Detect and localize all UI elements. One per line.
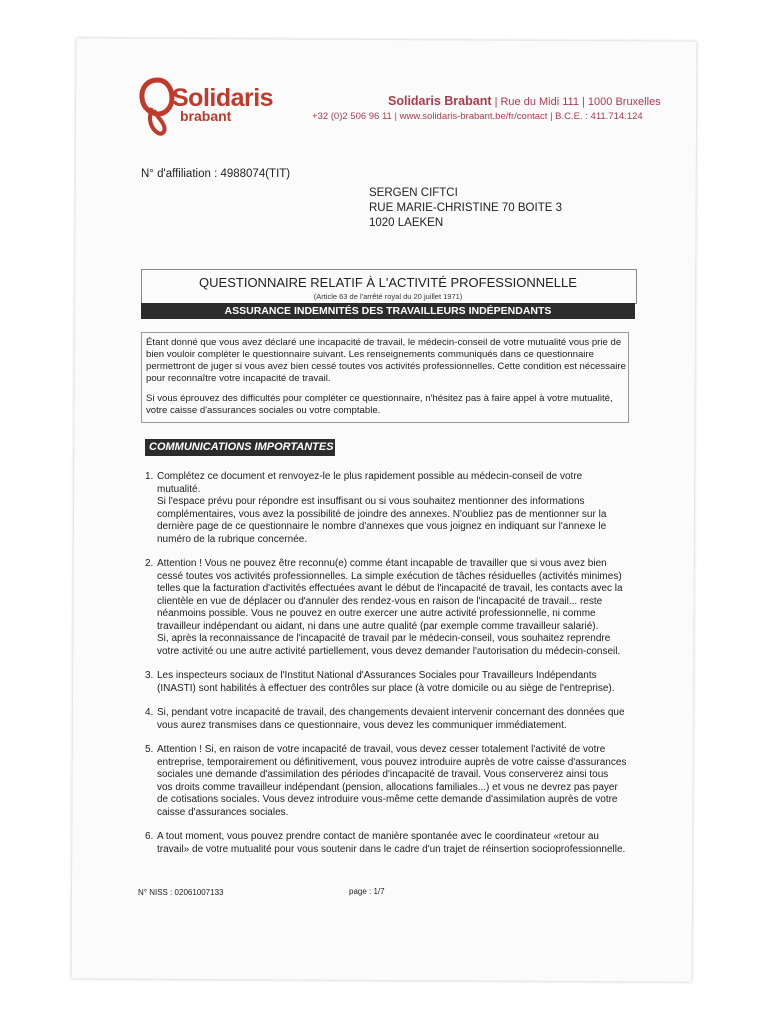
list-item-line: telles que la facturation d'activités effectuées avant le début de l'incapacité de travail, les contacts avec la (157, 583, 623, 594)
list-item (145, 831, 639, 856)
list-item-line: clientèle en vue de déplacer ou d'annuler des rendez-vous en raison de l'incapacité de travail... reste (157, 595, 603, 607)
header-organization (388, 94, 661, 108)
list-item-line: (INASTI) sont habilités à effectuer des contrôles sur place (à votre domicile ou au siège de l'entreprise). (157, 682, 615, 694)
list-item-line: néanmoins possible. Vous ne pouvez en outre exercer une autre activité professionnelle, ni comme (157, 608, 596, 619)
list-item-line: Les inspecteurs sociaux de l'Institut National d'Assurances Sociales pour Travailleurs Indépendants (157, 670, 597, 681)
section-title-bar: ASSURANCE INDEMNITÉS DES TRAVAILLEURS INDÉPENDANTS (141, 303, 635, 319)
header-contact: +32 (0)2 506 96 11 | www.solidaris-brabant.be/fr/contact | B.C.E. : 411.714.124 (312, 111, 643, 122)
list-item-line: Complétez ce document et renvoyez-le le plus rapidement possible au médecin-conseil de votre (157, 471, 583, 482)
list-item-line: sociales une demande d'assimilation des périodes d'incapacité de travail. Vous conserverez ainsi tous (157, 769, 609, 780)
list-item-number: 1. (145, 471, 154, 482)
list-item-line: complémentaires, vous avez la possibilité de joindre des annexes. N'oubliez pas de mentionner sur la (157, 508, 607, 520)
recipient-street: RUE MARIE-CHRISTINE 70 BOITE 3 (369, 202, 562, 214)
recipient-city: 1020 LAEKEN (369, 217, 444, 229)
list-item-line: numéro de la rubrique concernée. (157, 533, 308, 545)
list-item-line: vous aurez transmises dans ce questionnaire, vous devez les communiquer immédiatement. (157, 719, 567, 731)
logo-wordmark: Solidaris (172, 84, 274, 112)
list-item-line: Si, après la reconnaissance de l'incapacité de travail par le médecin-conseil, vous souhaitez reprendre (157, 633, 611, 644)
list-item-line: cessé toutes vos activités professionnelles. La simple exécution de tâches résiduelles (activités minimes) (157, 570, 622, 582)
list-item (145, 471, 639, 546)
intro-paragraph: Si vous éprouvez des difficultés pour compléter ce questionnaire, n'hésitez pas à faire appel à votre mutualité, votre caisse d'assurances sociales ou votre comptable. (146, 393, 613, 416)
recipient-address (369, 186, 562, 231)
list-item-line: dernière page de ce questionnaire le nombre d'annexes que vous joignez en indiquant sur l'annexe le (157, 521, 607, 532)
list-item-line: Si, pendant votre incapacité de travail, des changements devaient intervenir concernant des données que (157, 707, 625, 718)
footer-niss: N° NISS : 02061007133 (138, 888, 224, 897)
list-item (145, 670, 639, 695)
list-item-line: A tout moment, vous pouvez prendre contact de manière spontanée avec le coordinateur «retour au (157, 831, 599, 842)
list-item-line: de cotisations sociales. Vous devez introduire vous-même cette demande d'assimilation auprès de votre (157, 794, 618, 805)
list-item-line: vos droits comme travailleur indépendant (pension, allocations familiales...) et vous ne devrez pas payer (157, 781, 618, 793)
intro-paragraph: Étant donné que vous avez déclaré une incapacité de travail, le médecin-conseil de votre mutualité vous prie de bien vouloir compléter le questionnaire suivant. Les renseignements communiqués dans ce questionnaire permettront de juger si vous avez bien cessé toutes vos activités professionnelles. Cette condition est nécessaire pour reconnaître votre incapacité de travail. (146, 337, 626, 384)
list-item (145, 707, 639, 732)
document-subtitle: (Article 63 de l'arrêté royal du 20 juillet 1971) (313, 292, 463, 301)
list-item (145, 558, 639, 658)
org-name: Solidaris Brabant (388, 94, 492, 108)
list-item-number: 2. (145, 558, 154, 569)
list-item-number: 4. (145, 707, 154, 718)
affiliation-number: N° d'affiliation : 4988074(TIT) (141, 168, 291, 180)
list-item (145, 744, 639, 819)
list-item-line: Si l'espace prévu pour répondre est insuffisant ou si vous souhaitez mentionner des informations (157, 496, 585, 507)
list-item-line: entreprise, temporairement ou définitivement, vous pouvez introduire auprès de votre caisse d'assurances (157, 756, 627, 768)
recipient-name: SERGEN CIFTCI (369, 187, 458, 199)
logo-subtitle: brabant (180, 108, 232, 124)
list-item-line: mutualité. (157, 483, 201, 495)
communications-list (145, 471, 639, 868)
document-title: QUESTIONNAIRE RELATIF À L'ACTIVITÉ PROFESSIONNELLE (199, 275, 577, 290)
list-item-line: caisse d'assurances sociales. (157, 806, 289, 818)
list-item-number: 6. (145, 831, 154, 842)
page-number: page : 1/7 (349, 887, 385, 896)
list-item-number: 5. (145, 744, 154, 755)
list-item-line: Attention ! Si, en raison de votre incapacité de travail, vous devez cesser totalement l'activité de votre (157, 744, 606, 755)
list-item-number: 3. (145, 670, 154, 681)
intro-box (141, 332, 629, 423)
list-item-line: Attention ! Vous ne pouvez être reconnu(e) comme étant incapable de travailler que si vous avez bien (157, 558, 607, 569)
list-item-line: votre activité ou une autre activité partiellement, vous devez demander l'autorisation du médecin-conseil. (157, 645, 621, 657)
org-address: | Rue du Midi 111 | 1000 Bruxelles (494, 96, 661, 108)
list-item-line: travail» de votre mutualité pour vous soutenir dans le cadre d'un trajet de réinsertion socioprofessionnelle. (157, 843, 626, 855)
communications-heading: COMMUNICATIONS IMPORTANTES (145, 439, 335, 456)
list-item-line: travailleur indépendant ou aidant, ni dans une autre qualité (par exemple comme travailleur salarié). (157, 620, 599, 632)
